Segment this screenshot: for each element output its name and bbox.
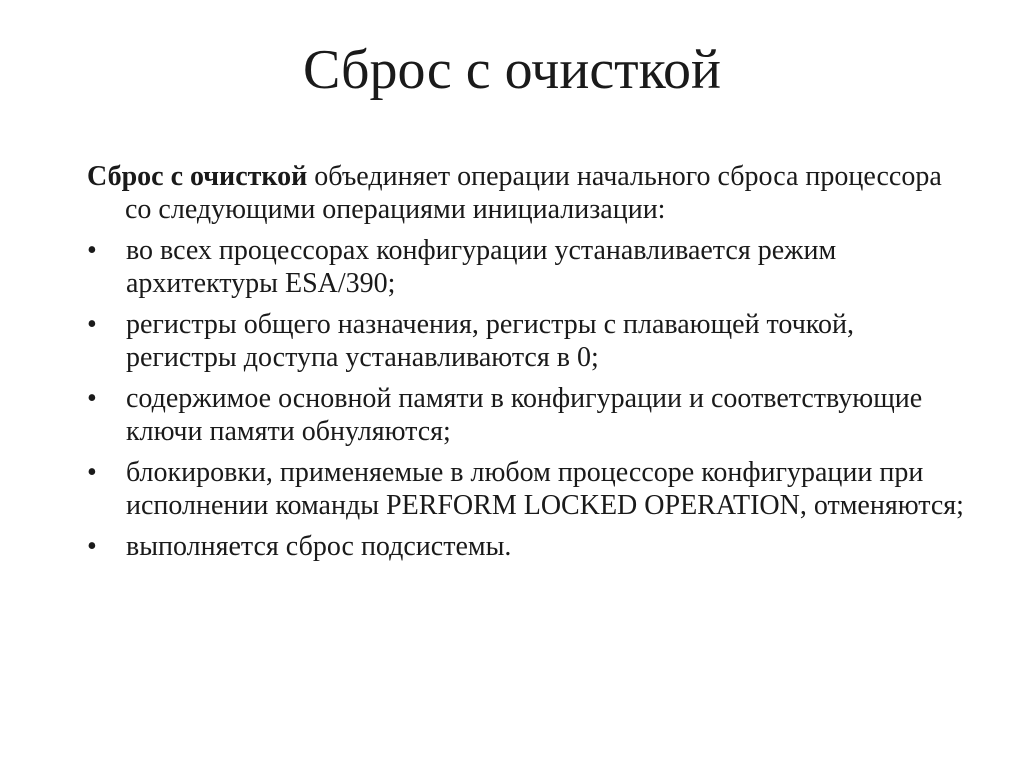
intro-bold-term: Сброс с очисткой xyxy=(87,161,308,192)
intro-text: объединяет операции начального сброса процессора со следующими операциями инициализации: xyxy=(125,161,942,225)
bullet-text: регистры общего назначения, регистры с плавающей точкой, регистры доступа устанавливаются в 0; xyxy=(126,309,854,373)
bullet-text: выполняется сброс подсистемы. xyxy=(126,531,512,562)
slide-title: Сброс с очисткой xyxy=(303,39,721,101)
bullet-list xyxy=(87,234,967,563)
bullet-marker: • xyxy=(87,235,97,266)
bullet-item xyxy=(87,530,967,563)
bullet-marker: • xyxy=(87,531,97,562)
bullet-marker: • xyxy=(87,383,97,414)
bullet-marker: • xyxy=(87,309,97,340)
intro-paragraph xyxy=(87,160,967,226)
bullet-text: блокировки, применяемые в любом процессоре конфигурации при исполнении команды PERFORM LOCKED OPERATION, отменяются; xyxy=(126,457,964,521)
bullet-item xyxy=(87,456,967,522)
bullet-text: содержимое основной памяти в конфигурации и соответствующие ключи памяти обнуляются; xyxy=(126,383,923,447)
bullet-text: во всех процессорах конфигурации устанавливается режим архитектуры ESA/390; xyxy=(126,235,837,299)
bullet-item xyxy=(87,308,967,374)
bullet-item xyxy=(87,234,967,300)
bullet-marker: • xyxy=(87,457,97,488)
bullet-item xyxy=(87,382,967,448)
slide-body xyxy=(87,160,967,571)
